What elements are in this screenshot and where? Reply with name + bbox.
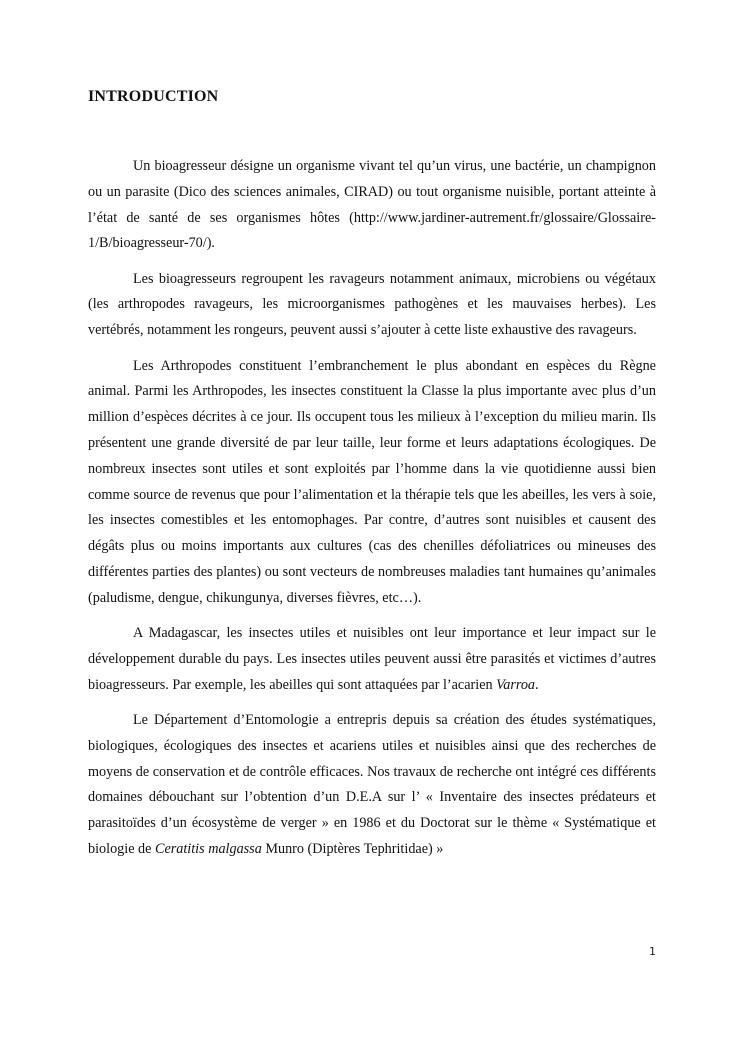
paragraph-departement-text: Le Département d’Entomologie a entrepris depuis sa création des études systématiques, biologiques, écologiques des insectes et acariens utiles et nuisibles ainsi que des recherches de moyens de conservation et de contrôle efficaces. Nos travaux de recherche ont intégré ces différents domaines débouchant sur l’obtention d’un D.E.A sur l’ « Inventaire des insectes prédateurs et parasitoïdes d’un écosystème de verger » en 1986 et du Doctorat sur le thème « Systématique et biologie de bbox=[88, 711, 656, 857]
paragraph-bioagresseurs-groups: Les bioagresseurs regroupent les ravageurs notamment animaux, microbiens ou végétaux (les arthropodes ravageurs, les microorganismes pathogènes et les mauvaises herbes). Les vertébrés, notamment les rongeurs, peuvent aussi s’ajouter à cette liste exhaustive des ravageurs. bbox=[88, 270, 656, 339]
paragraph-departement-end: Munro (Diptères Tephritidae) » bbox=[261, 840, 444, 857]
paragraph-departement-italic: Ceratitis malgassa bbox=[154, 840, 262, 857]
page-heading: INTRODUCTION bbox=[88, 88, 219, 105]
paragraph-madagascar-end: . bbox=[535, 676, 539, 693]
paragraph-departement bbox=[88, 708, 656, 863]
paragraph-madagascar-text: A Madagascar, les insectes utiles et nuisibles ont leur importance et leur impact sur le développement durable du pays. Les insectes utiles peuvent aussi être parasités et victimes d’autres bioagresseurs. Par exemple, les abeilles qui sont attaquées par l’acarien bbox=[88, 625, 656, 693]
paragraph-bioagresseur-definition: Un bioagresseur désigne un organisme vivant tel qu’un virus, une bactérie, un champignon ou un parasite (Dico des sciences animales, CIRAD) ou tout organisme nuisible, portant atteinte à l’état de santé de ses organismes hôtes (http://www.jardiner-autrement.fr/glossaire/Glossaire-1/B/bioagresseur-70/). bbox=[88, 158, 656, 252]
paragraph-madagascar-italic: Varroa bbox=[496, 676, 536, 693]
paragraph-arthropodes: Les Arthropodes constituent l’embranchement le plus abondant en espèces du Règne animal. Parmi les Arthropodes, les insectes constituent la Classe la plus importante avec plus d’un million d’espèces décrites à ce jour. Ils occupent tous les milieux à l’exception du milieu marin. Ils présentent une grande diversité de par leur taille, leur forme et leurs adaptations écologiques. De nombreux insectes sont utiles et sont exploités par l’homme dans la vie quotidienne aussi bien comme source de revenus que pour l’alimentation et la thérapie tels que les abeilles, les vers à soie, les insectes comestibles et les entomophages. Par contre, d’autres sont nuisibles et causent des dégâts plus ou moins importants aux cultures (cas des chenilles défoliatrices ou mineuses des différentes parties des plantes) ou sont vecteurs de nombreuses maladies tant humaines qu’animales (paludisme, dengue, chikungunya, diverses fièvres, etc…). bbox=[88, 357, 656, 606]
paragraph-madagascar bbox=[88, 621, 656, 698]
page-number: 1 bbox=[649, 945, 656, 958]
body-text bbox=[88, 154, 656, 872]
